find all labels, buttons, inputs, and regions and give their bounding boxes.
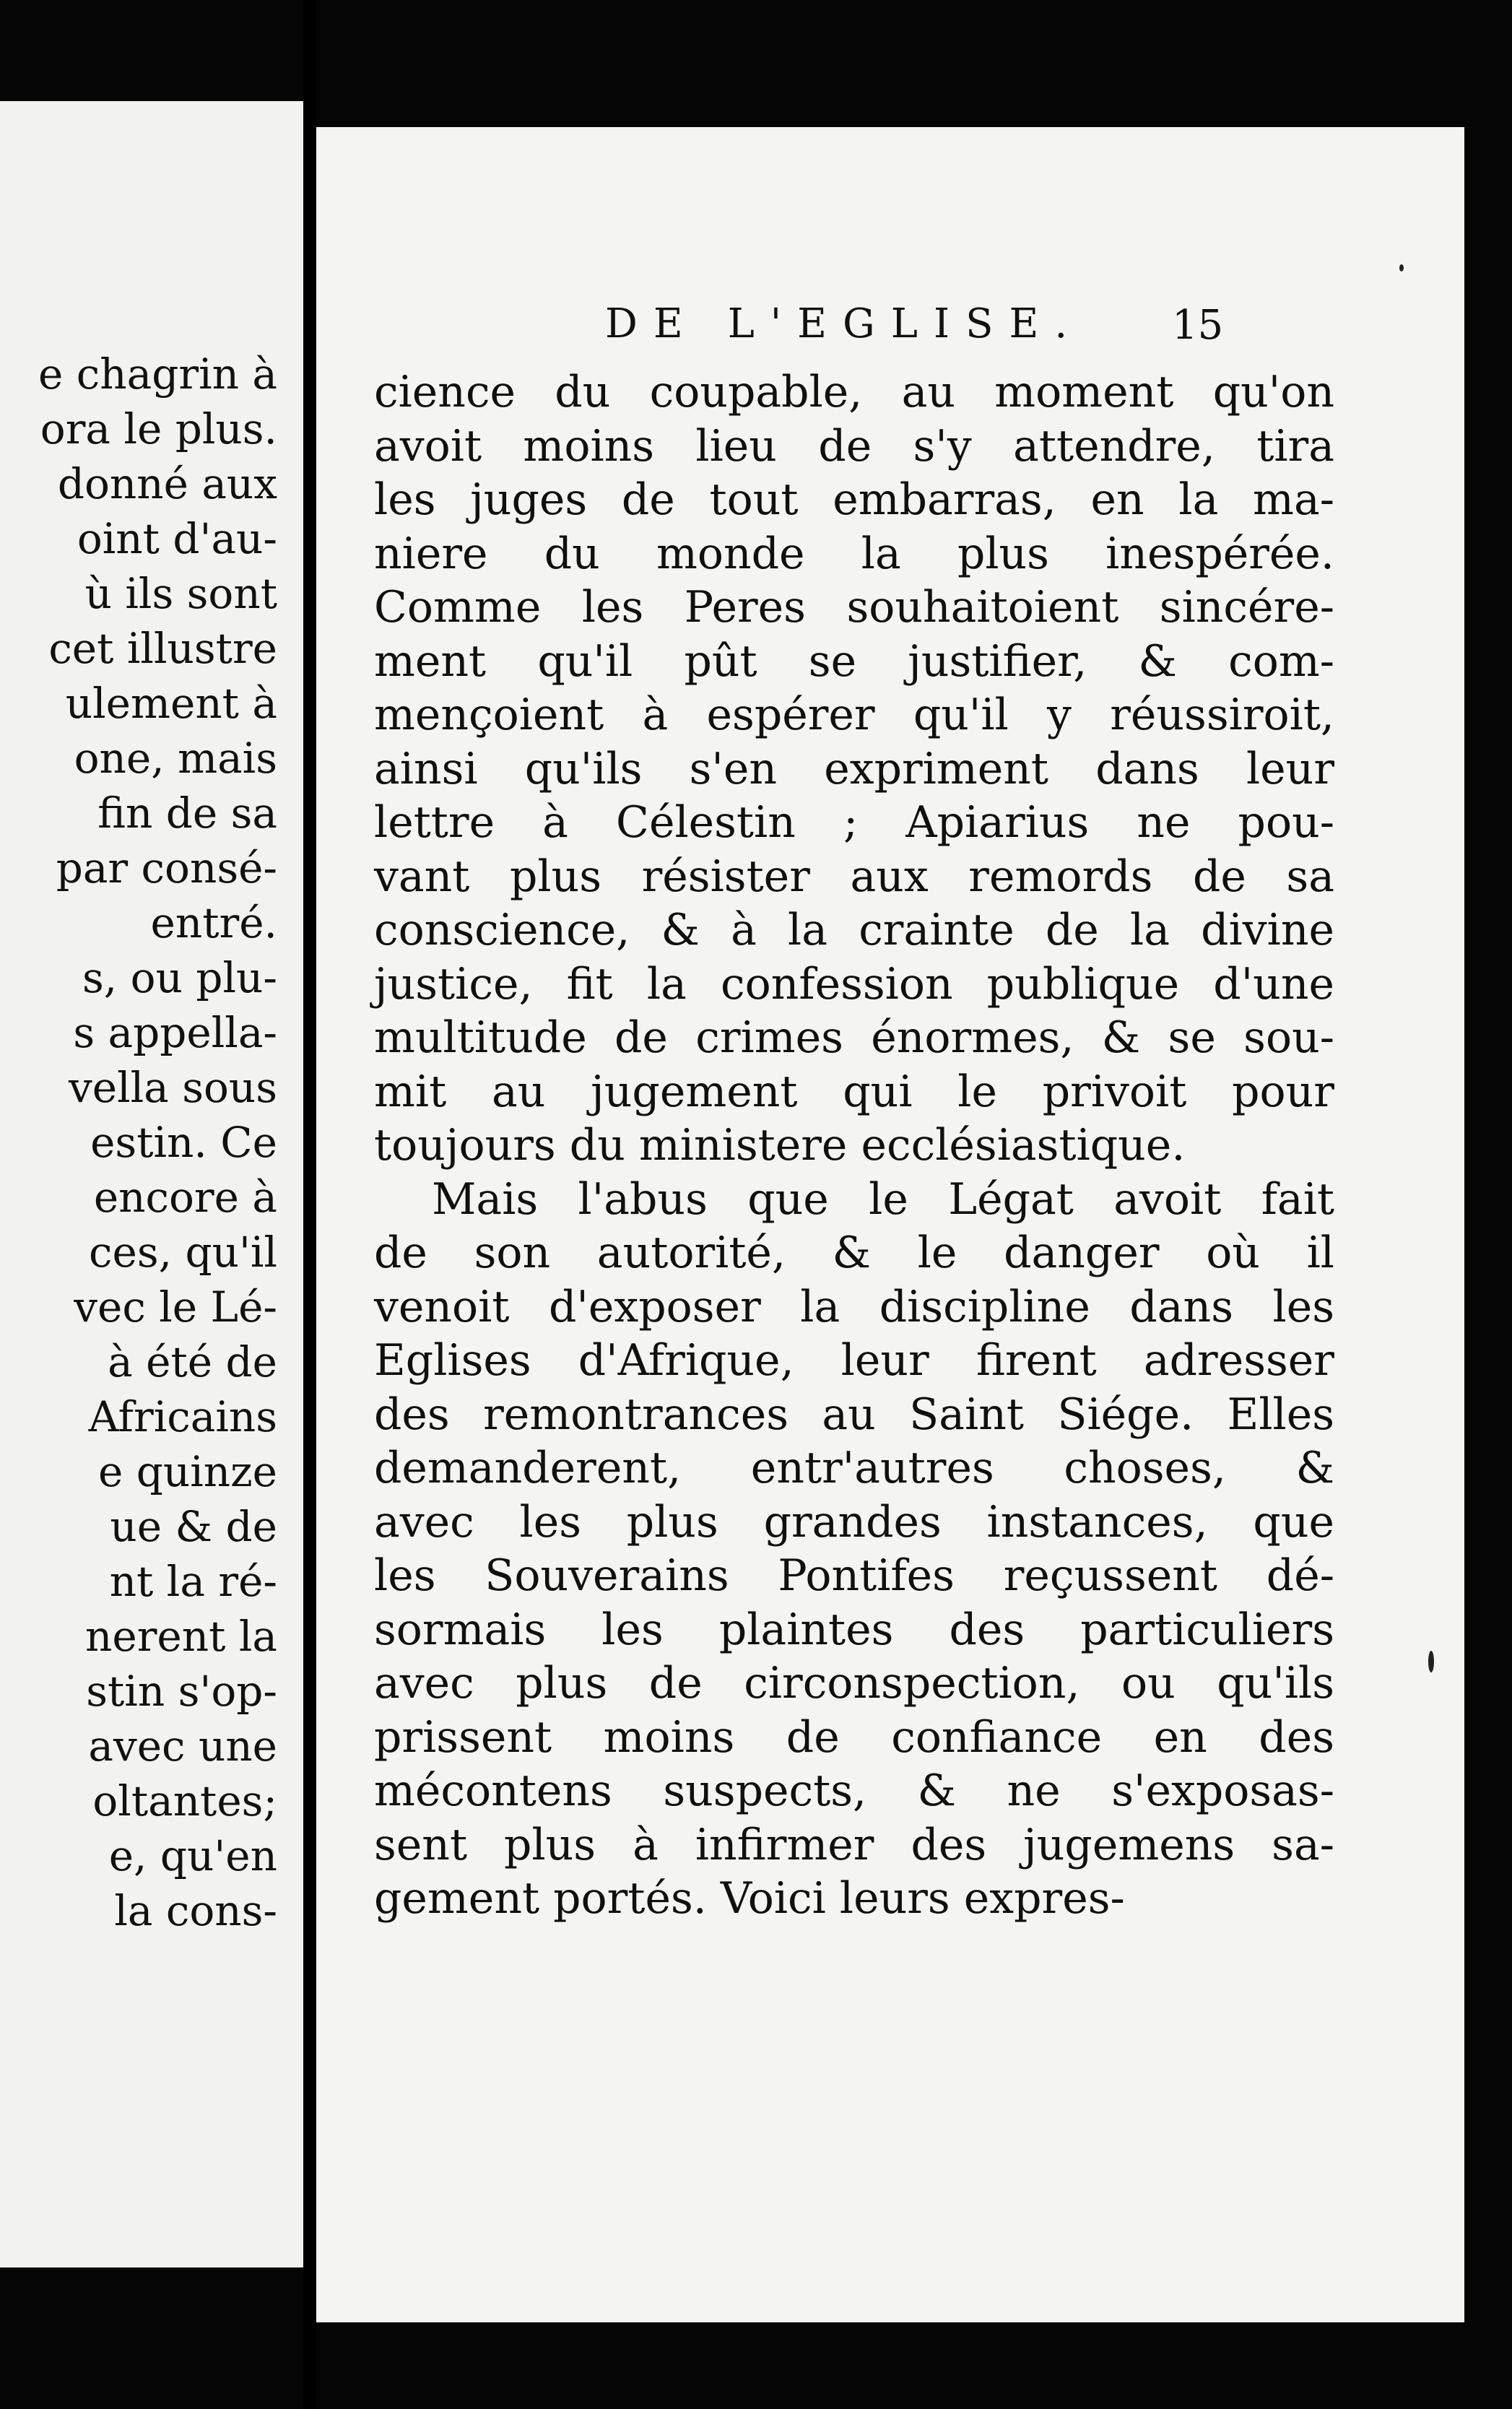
left-text-line: ue & de [110,1502,277,1551]
left-text-line: ù ils sont [84,569,277,618]
left-text-line: oint d'au- [77,514,277,563]
left-text-line: one, mais [74,734,277,783]
left-page-fragment [0,101,303,2267]
text-line: lettre à Célestin ; Apiarius ne pou- [374,797,1334,848]
text-line: les juges de tout embarras, en la ma- [374,474,1334,525]
text-line: multitude de crimes énormes, & se sou- [374,1012,1334,1063]
left-text-line: à été de [108,1337,277,1386]
paper-speck [1428,1651,1434,1672]
left-text-line: encore à [93,1173,277,1222]
left-text-line: s, ou plu- [82,953,277,1002]
text-line: avoit moins lieu de s'y attendre, tira [374,420,1334,472]
left-text-line: la cons- [114,1886,277,1935]
text-line: les Souverains Pontifes reçussent dé- [374,1550,1334,1601]
left-text-line: vec le Lé- [74,1282,277,1332]
text-line: cience du coupable, au moment qu'on [374,367,1334,417]
text-line: demanderent, entr'autres choses, & [374,1443,1334,1493]
text-line: toujours du ministere ecclésiastique. [374,1120,1186,1171]
left-text-line: cet illustre [48,624,277,673]
left-text-line: vella sous [68,1063,277,1112]
text-line: gement portés. Voici leurs expres- [374,1873,1125,1924]
left-text-line: ulement à [65,679,277,728]
text-line: Mais l'abus que le Légat avoit fait [432,1173,1334,1225]
left-page-text [0,347,277,1938]
text-line: niere du monde la plus inespérée. [374,528,1334,579]
text-line: vant plus résister aux remords de sa [374,851,1334,902]
left-text-line: ces, qu'il [89,1228,277,1277]
left-text-line: oltantes; [92,1776,277,1826]
text-line: conscience, & à la crainte de la divine [374,905,1334,955]
paper-speck [1399,264,1404,272]
text-line: ment qu'il pût se justifier, & com- [374,635,1334,687]
left-text-line: e chagrin à [38,350,277,399]
left-text-line: avec une [88,1722,277,1771]
left-text-line: ora le plus. [40,404,277,453]
left-text-line: fin de sa [97,789,277,838]
left-text-line: donné aux [57,459,277,508]
text-line: justice, fit la confession publique d'une [374,958,1334,1010]
page-number: 15 [1172,302,1224,349]
running-head [316,300,1414,358]
left-text-line: nt la ré- [109,1557,277,1606]
left-text-line: par consé- [56,843,277,893]
text-line: sormais les plaintes des particuliers [374,1604,1334,1655]
running-title: DE L'EGLISE. [605,300,1084,347]
text-line: de son autorité, & le danger où il [374,1228,1334,1278]
left-text-line: e, qu'en [108,1831,277,1880]
gutter [303,0,316,2409]
left-text-line: Africains [88,1392,277,1441]
text-line: mit au jugement qui le privoit pour [374,1066,1334,1117]
text-line: Comme les Peres souhaitoient sincére- [374,582,1334,633]
text-line: venoit d'exposer la discipline dans les [374,1281,1334,1332]
text-line: avec les plus grandes instances, que [374,1496,1334,1548]
left-text-line: s appella- [73,1008,277,1057]
text-line: sent plus à infirmer des jugemens sa- [374,1819,1334,1870]
left-text-line: e quinze [97,1447,277,1496]
text-line: prissent moins de confiance en des [374,1711,1334,1763]
right-page [316,127,1464,2322]
left-text-line: entré. [150,898,277,947]
left-text-line: estin. Ce [90,1118,277,1167]
text-line: des remontrances au Saint Siége. Elles [374,1389,1334,1440]
body-text [374,365,1334,1926]
left-text-line: stin s'op- [86,1667,277,1716]
left-text-line: nerent la [85,1612,277,1661]
text-line: mençoient à espérer qu'il y réussiroit, [374,690,1334,740]
text-line: mécontens suspects, & ne s'exposas- [374,1766,1334,1816]
text-line: ainsi qu'ils s'en expriment dans leur [374,743,1334,794]
text-line: avec plus de circonspection, ou qu'ils [374,1658,1334,1709]
text-line: Eglises d'Afrique, leur firent adresser [374,1335,1334,1386]
